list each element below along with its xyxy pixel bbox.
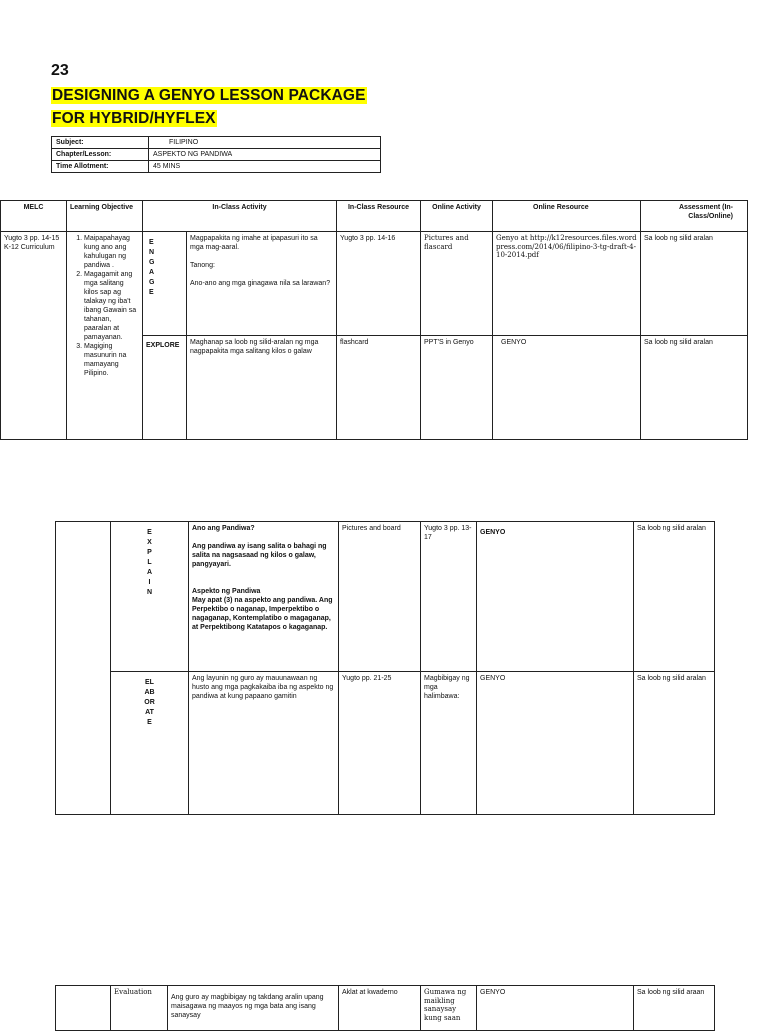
evaluation-activity: Ang guro ay magbibigay ng takdang aralin upang maisagawa ng maayos ng mga bata ang isang sanaysay bbox=[168, 986, 339, 1031]
explain-question: Ano ang Pandiwa? bbox=[192, 525, 255, 532]
document-title-line1 bbox=[51, 86, 367, 106]
table-row-engage bbox=[1, 232, 748, 336]
explain-aspekto-title: Aspekto ng Pandiwa bbox=[192, 588, 261, 595]
objective-2: 2. Magagamit ang mga salitang kilos sap ag talakay ng iba't ibang Gawain sa tahanan, paaralan at pamayanan. bbox=[84, 270, 139, 342]
stage-explain bbox=[111, 522, 189, 672]
col-melc: MELC bbox=[1, 201, 67, 232]
subject-label: Subject: bbox=[52, 137, 149, 149]
explore-activity: Maghanap sa loob ng silid-aralan ng mga nagpapakita mga salitang kilos o galaw bbox=[187, 336, 337, 440]
table-row-elaborate bbox=[56, 672, 715, 815]
objectives-list bbox=[70, 234, 139, 378]
col-online-activity: Online Activity bbox=[421, 201, 493, 232]
evaluation-online-activity: Gumawa ng maikling sanaysay kung saan bbox=[421, 986, 477, 1031]
col-assessment: Assessment (In-Class/Online) bbox=[641, 201, 748, 232]
stage-explain-text: E X P L A I N bbox=[146, 529, 153, 596]
stage-engage: E N G A G E bbox=[143, 232, 187, 336]
stage-explore: EXPLORE bbox=[143, 336, 187, 440]
elaborate-online-activity: Magbibigay ng mga halimbawa: bbox=[421, 672, 477, 815]
explore-online-resource: GENYO bbox=[493, 336, 641, 440]
elaborate-activity: Ang layunin ng guro ay mauunawaan ng husto ang mga pagkakaiba iba ng aspekto ng pandiwa at kung papaano gamitin bbox=[189, 672, 339, 815]
subject-value: FILIPINO bbox=[149, 137, 381, 149]
evaluation-inclass-resource: Aklat at kwaderno bbox=[339, 986, 421, 1031]
explain-inclass-resource: Pictures and board bbox=[339, 522, 421, 672]
explain-definition: Ang pandiwa ay isang salita o bahagi ng salita na nagsasaad ng kilos o galaw, pangyayari. bbox=[192, 543, 327, 568]
table-header-row bbox=[1, 201, 748, 232]
col-objective: Learning Objective bbox=[67, 201, 143, 232]
objective-1: 1. Maipapahayag kung ano ang kahulugan ng pandiwa . bbox=[84, 234, 139, 270]
meta-row-time bbox=[52, 161, 381, 173]
title-line2-text: FOR HYBRID/HYFLEX bbox=[52, 110, 216, 127]
evaluation-assessment: Sa loob ng silid araan bbox=[634, 986, 715, 1031]
explain-online-resource: GENYO bbox=[477, 522, 634, 672]
engage-online-resource: Genyo at http://k12resources.files.wordpress.com/2014/06/filipino-3-tg-draft-4-10-2014.pdf bbox=[493, 232, 641, 336]
engage-activity-3: Ano-ano ang mga ginagawa nila sa larawan? bbox=[190, 280, 331, 287]
engage-activity-1: Magpapakita ng imahe at ipapasuri ito sa mga mag-aaral. bbox=[190, 235, 318, 251]
engage-activity-2: Tanong: bbox=[190, 262, 215, 269]
title-line1-text: DESIGNING A GENYO LESSON PACKAGE bbox=[52, 87, 366, 104]
explore-assessment: Sa loob ng silid aralan bbox=[641, 336, 748, 440]
engage-online-activity: Pictures and flascard bbox=[421, 232, 493, 336]
chapter-label: Chapter/Lesson: bbox=[52, 149, 149, 161]
blank-cell bbox=[56, 522, 111, 815]
explain-activity-cell bbox=[189, 522, 339, 672]
explain-aspekto-body: May apat (3) na aspekto ang pandiwa. Ang Perpektibo o naganap, Imperpektibo o nagaganap, Kontemplatibo o magaganap, at Perpektibong Katatapos o kagaganap. bbox=[192, 597, 333, 631]
lesson-plan-table-continued bbox=[55, 521, 715, 815]
col-inclass-resource: In-Class Resource bbox=[337, 201, 421, 232]
explore-inclass-resource: flashcard bbox=[337, 336, 421, 440]
document-title-line2 bbox=[51, 109, 217, 129]
lesson-meta-table bbox=[51, 136, 381, 173]
stage-elaborate-text: EL AB OR AT E bbox=[144, 679, 155, 726]
page-number: 23 bbox=[51, 62, 69, 79]
engage-inclass-resource: Yugto 3 pp. 14-16 bbox=[337, 232, 421, 336]
explore-online-activity: PPT'S in Genyo bbox=[421, 336, 493, 440]
melc-cell: Yugto 3 pp. 14-15 K-12 Curriculum bbox=[1, 232, 67, 440]
lesson-plan-table-evaluation bbox=[55, 985, 715, 1031]
time-value: 45 MINS bbox=[149, 161, 381, 173]
meta-row-chapter bbox=[52, 149, 381, 161]
elaborate-inclass-resource: Yugto pp. 21-25 bbox=[339, 672, 421, 815]
col-inclass-activity: In-Class Activity bbox=[143, 201, 337, 232]
elaborate-assessment: Sa loob ng silid aralan bbox=[634, 672, 715, 815]
time-label: Time Allotment: bbox=[52, 161, 149, 173]
explain-online-activity: Yugto 3 pp. 13-17 bbox=[421, 522, 477, 672]
col-online-resource: Online Resource bbox=[493, 201, 641, 232]
objective-3: 3. Magiging masunurin na mamayang Pilipino. bbox=[84, 342, 139, 378]
engage-activity-cell bbox=[187, 232, 337, 336]
explain-assessment: Sa loob ng silid aralan bbox=[634, 522, 715, 672]
lesson-plan-table bbox=[0, 200, 748, 440]
stage-elaborate bbox=[111, 672, 189, 815]
meta-row-subject bbox=[52, 137, 381, 149]
engage-assessment: Sa loob ng silid aralan bbox=[641, 232, 748, 336]
stage-evaluation: Evaluation bbox=[111, 986, 168, 1031]
table-row-explain bbox=[56, 522, 715, 672]
elaborate-online-resource: GENYO bbox=[477, 672, 634, 815]
objectives-cell bbox=[67, 232, 143, 440]
evaluation-online-resource: GENYO bbox=[477, 986, 634, 1031]
chapter-value: ASPEKTO NG PANDIWA bbox=[149, 149, 381, 161]
